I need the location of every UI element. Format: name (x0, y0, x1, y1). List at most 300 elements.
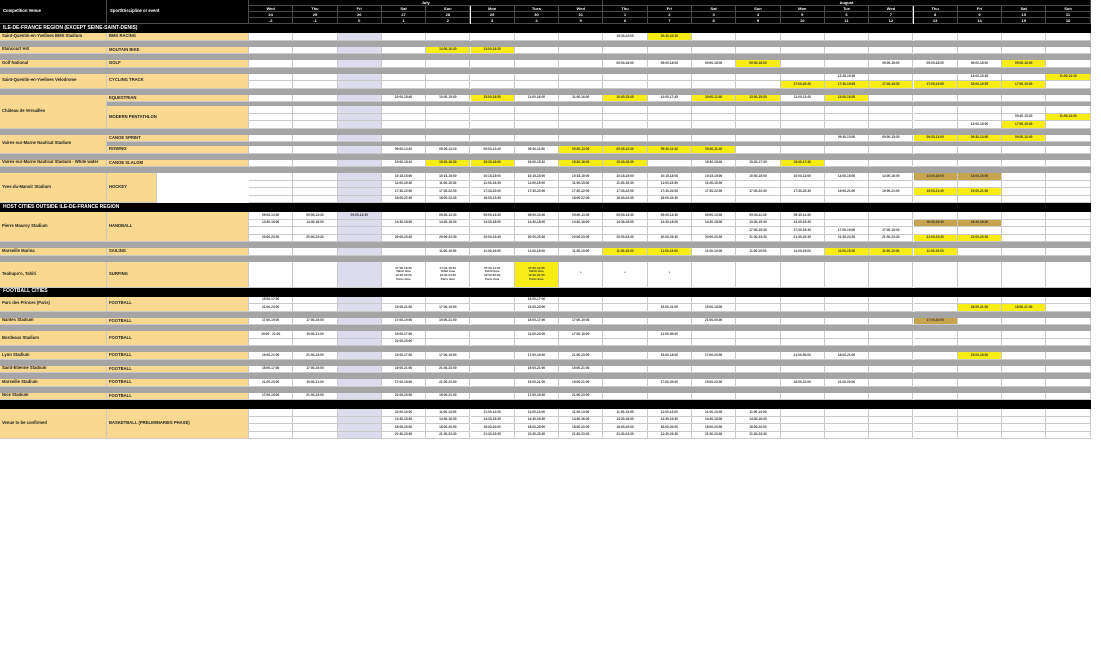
session-cell: 21:30-23:30 (603, 432, 647, 440)
session-cell (293, 196, 337, 204)
session-cell (559, 297, 603, 305)
session-cell (825, 409, 869, 417)
day-count: 11 (825, 18, 869, 24)
session-cell (559, 114, 603, 122)
session-cell: 09:00-13:30 (603, 212, 647, 220)
session-cell (338, 47, 382, 55)
session-cell (293, 74, 337, 82)
session-cell: 19:00-21:30 (914, 188, 958, 196)
session-cell (781, 146, 825, 154)
sport-label: CYCLING TRACK (107, 74, 249, 89)
session-cell: 10:00-15:00 (736, 173, 780, 181)
session-cell (603, 135, 647, 143)
session-cell (382, 33, 426, 41)
session-cell (958, 432, 1002, 440)
session-cell (958, 47, 1002, 55)
session-cell (825, 297, 869, 305)
session-cell (338, 81, 382, 89)
session-cell (781, 417, 825, 425)
session-cell (338, 331, 382, 339)
session-cell (1046, 188, 1090, 196)
session-cell (471, 339, 515, 347)
session-cell (648, 121, 692, 129)
session-cell: 21:00-23:00 (249, 304, 293, 312)
session-cell (382, 227, 426, 235)
session-cell (958, 114, 1002, 122)
session-cell (293, 146, 337, 154)
day-count: 1 (382, 18, 426, 24)
session-cell (249, 248, 293, 256)
session-cell: 14:30-16:30 (515, 417, 559, 425)
session-cell: 15:00-16:50 (471, 95, 515, 103)
day-name: Thu (914, 6, 958, 12)
session-cell: 18:00-20:00 (471, 424, 515, 432)
session-cell: 15:30-18:00 (559, 160, 603, 168)
session-cell (559, 339, 603, 347)
session-cell (825, 262, 869, 288)
session-cell: 14:30-16:30 (648, 417, 692, 425)
session-cell: 15:30-18:30 (426, 160, 470, 168)
venue-name: Marseille Stadium (0, 379, 107, 387)
session-cell: 09:00-18:00 (869, 60, 913, 68)
session-cell (869, 297, 913, 305)
session-cell (293, 432, 337, 440)
session-cell: 09:30-15:00 (825, 135, 869, 143)
session-cell: 07:00-16:20 Tahiti time 19:00-04:20 Paris time (382, 262, 426, 288)
session-cell: 19:00-21:00 (426, 393, 470, 401)
day-count: 8 (692, 18, 736, 24)
session-cell: 13:30-15:30 (736, 220, 780, 228)
session-cell: 17:00-20:00 (648, 379, 692, 387)
session-cell: 14:00-16:30 (825, 95, 869, 103)
session-cell (825, 160, 869, 168)
session-cell (1046, 106, 1090, 114)
session-cell: 17:30-22:00 (559, 188, 603, 196)
section-header: HOST CITIES OUTSIDE ILE-DE-FRANCE REGION (0, 203, 1091, 212)
session-cell: 19:00-21:00 (515, 366, 559, 374)
session-cell (736, 114, 780, 122)
session-cell (426, 33, 470, 41)
session-cell: 09:30-12:40 (603, 146, 647, 154)
session-cell (426, 227, 470, 235)
day-count: 9 (736, 18, 780, 24)
session-cell (382, 74, 426, 82)
session-cell: 20:00-23:30 (293, 235, 337, 243)
session-cell (736, 379, 780, 387)
session-cell (736, 47, 780, 55)
venue-name: Saint-Quentin-en-Yvelines BMX Stadium (0, 33, 107, 41)
session-cell: 17:00-19:00 (515, 352, 559, 360)
session-cell (426, 121, 470, 129)
session-cell (914, 379, 958, 387)
session-cell: 11:00-19:00 (914, 248, 958, 256)
day-name: Wed (869, 6, 913, 12)
session-cell (1046, 135, 1090, 143)
session-cell (471, 135, 515, 143)
session-cell (692, 262, 736, 288)
session-cell: 09:00-13:30 (249, 212, 293, 220)
session-cell (603, 304, 647, 312)
session-cell (736, 366, 780, 374)
session-cell (515, 135, 559, 143)
session-cell: 21:30-23:30 (471, 432, 515, 440)
session-cell (1002, 432, 1046, 440)
session-cell (426, 339, 470, 347)
session-cell (648, 393, 692, 401)
session-cell: 18:00-20:00 (648, 424, 692, 432)
day-count: 12 (869, 18, 913, 24)
day-name: Sat (1002, 6, 1046, 12)
section-header (0, 400, 1091, 409)
session-cell: 09:00-13:30 (559, 212, 603, 220)
session-cell (293, 304, 337, 312)
session-cell: 14:30-18:00 (515, 220, 559, 228)
session-cell (781, 262, 825, 288)
session-cell: 21:00-23:00 (559, 352, 603, 360)
session-cell: 10:15-15:00 (603, 173, 647, 181)
session-cell: 09:00-18:00 (648, 60, 692, 68)
session-cell: 09:00-13:10 (426, 146, 470, 154)
session-cell: 15:00-17:00 (515, 318, 559, 326)
session-cell (736, 297, 780, 305)
day-name: Thu (603, 6, 647, 12)
venue-name: Teahupo'o, Tahiti (0, 262, 107, 288)
session-cell: 11:00-13:00 (648, 409, 692, 417)
session-cell (736, 393, 780, 401)
session-cell (559, 227, 603, 235)
session-cell: 07:00-16:40 Tahiti time 19:00-04:40 Paris time (426, 262, 470, 288)
session-cell (869, 409, 913, 417)
session-cell: 10:00-13:00 (781, 173, 825, 181)
session-cell (1046, 424, 1090, 432)
session-cell (338, 304, 382, 312)
session-cell (515, 196, 559, 204)
session-cell (1002, 188, 1046, 196)
sport-label: BASKETBALL (PRELIMINARIES PHASE) (107, 409, 249, 439)
session-cell (338, 95, 382, 103)
session-cell (914, 262, 958, 288)
session-cell (603, 331, 647, 339)
session-cell: 21:30-23:30 (382, 432, 426, 440)
day-date: 3 (692, 12, 736, 18)
session-cell: 15:00-15:10 (382, 160, 426, 168)
session-cell (338, 74, 382, 82)
session-cell (736, 339, 780, 347)
session-cell: 19:00-21:00 (559, 379, 603, 387)
venue-name: Vaires-sur-Marne Nautical Stadium (0, 135, 107, 154)
session-cell: 17:30-22:00 (648, 188, 692, 196)
session-cell (1002, 227, 1046, 235)
session-cell: 15:30-17:30 (781, 160, 825, 168)
session-cell (559, 304, 603, 312)
session-cell (825, 339, 869, 347)
session-cell (781, 106, 825, 114)
session-cell: 09:00-13:30 (293, 212, 337, 220)
session-cell (825, 318, 869, 326)
session-cell (338, 409, 382, 417)
session-cell: 20:00-23:30 (249, 235, 293, 243)
session-cell (515, 47, 559, 55)
session-cell (914, 297, 958, 305)
session-cell (338, 235, 382, 243)
session-cell (648, 106, 692, 114)
session-cell: 17:30-22:30 (781, 188, 825, 196)
session-cell (825, 393, 869, 401)
session-cell: 12:45-15:20 (825, 74, 869, 82)
sport-label: SAILING (107, 248, 249, 256)
session-cell (1002, 47, 1046, 55)
session-cell (603, 114, 647, 122)
venue-name: Lyon Stadium (0, 352, 107, 360)
session-cell: 15:00-18:00 (958, 352, 1002, 360)
day-date: 9 (958, 12, 1002, 18)
session-cell: 11:00-13:00 (559, 409, 603, 417)
session-cell (382, 60, 426, 68)
session-cell (1002, 379, 1046, 387)
session-cell: 09:00-13:30 (515, 212, 559, 220)
session-cell: 11:00-19:00 (603, 248, 647, 256)
session-cell: 17:30-22:00 (471, 188, 515, 196)
session-cell (338, 114, 382, 122)
session-cell: 17:00-19:00 (559, 331, 603, 339)
session-cell (958, 339, 1002, 347)
session-cell: 21:00-00:00 (781, 352, 825, 360)
session-cell: 21:00-23:00 (515, 331, 559, 339)
session-cell (338, 297, 382, 305)
session-cell: 21:00-23:00 (293, 352, 337, 360)
session-cell: 07:00-10:35 Tahiti time 19:00-22:35 Paris time (515, 262, 559, 288)
sport-label: GOLF (107, 60, 249, 68)
day-date: 29 (471, 12, 515, 18)
session-cell: 15:30-17:30 (736, 160, 780, 168)
session-cell (1046, 181, 1090, 189)
day-count: 7 (648, 18, 692, 24)
session-cell (603, 339, 647, 347)
session-cell (382, 135, 426, 143)
session-cell (338, 220, 382, 228)
session-cell: 11:00-16:00 (559, 95, 603, 103)
session-cell (249, 160, 293, 168)
session-cell (471, 121, 515, 129)
session-cell (648, 366, 692, 374)
session-cell (1002, 248, 1046, 256)
session-cell: 11:00-15:00 (515, 181, 559, 189)
session-cell (338, 135, 382, 143)
session-cell: 15:00-17:00 (515, 297, 559, 305)
session-cell: 19:00-21:00 (869, 188, 913, 196)
session-cell (648, 227, 692, 235)
day-name: Fri (648, 6, 692, 12)
session-cell (914, 393, 958, 401)
session-cell (648, 74, 692, 82)
session-cell (648, 47, 692, 55)
sport-label: FOOTBALL (107, 366, 249, 374)
session-cell (692, 81, 736, 89)
session-cell: 19:00-21:00 (648, 304, 692, 312)
session-cell (515, 74, 559, 82)
session-cell: 18:00-20:00 (736, 424, 780, 432)
session-cell (1046, 409, 1090, 417)
session-cell (958, 366, 1002, 374)
session-cell (869, 196, 913, 204)
session-cell (382, 114, 426, 122)
sport-label: FOOTBALL (107, 393, 249, 401)
day-date: 8 (914, 12, 958, 18)
sport-label: FOOTBALL (107, 331, 249, 346)
session-cell: 17:30-22:00 (382, 188, 426, 196)
session-cell: 11:00-19:00 (559, 248, 603, 256)
session-cell (958, 331, 1002, 339)
session-cell (736, 331, 780, 339)
day-date: 24 (249, 12, 293, 18)
session-cell: 17:00-20:00 (692, 352, 736, 360)
session-cell: 17:00-19:00 (382, 379, 426, 387)
session-cell (1002, 409, 1046, 417)
venue-name: Elancourt Hill (0, 47, 107, 55)
day-name: Mon (781, 6, 825, 12)
session-cell (825, 146, 869, 154)
venue-name: Saint-Etienne Stadium (0, 366, 107, 374)
session-cell (1046, 60, 1090, 68)
session-cell: 14:30-18:00 (426, 220, 470, 228)
session-cell (781, 114, 825, 122)
session-cell (692, 297, 736, 305)
session-cell: 11:00-13:45 (781, 95, 825, 103)
session-cell (559, 81, 603, 89)
session-cell (869, 181, 913, 189)
session-cell (781, 366, 825, 374)
session-cell (1046, 227, 1090, 235)
session-cell (1002, 33, 1046, 41)
session-cell: 18:00-20:00 (382, 424, 426, 432)
venue-name: Golf National (0, 60, 107, 68)
session-cell: 19:30-22:00 (603, 33, 647, 41)
session-cell: 21:00-23:00 (515, 304, 559, 312)
session-cell (914, 160, 958, 168)
day-name: Sat (382, 6, 426, 12)
day-name: Fri (958, 6, 1002, 12)
session-cell: 17:00-19:00 (249, 318, 293, 326)
section-header: ILE-DE-FRANCE REGION (EXCEPT SEINE-SAINT-DENIS) (0, 24, 1091, 33)
session-cell (293, 262, 337, 288)
day-name: Sun (736, 6, 780, 12)
session-cell (781, 47, 825, 55)
session-cell: 17:30-22:00 (426, 188, 470, 196)
session-cell (958, 95, 1002, 103)
session-cell: 14:30-18:00 (471, 220, 515, 228)
session-cell: 14:30-16:30 (603, 417, 647, 425)
session-cell: 15:00-17:00 (382, 331, 426, 339)
session-cell: 09:30-11:30 (781, 212, 825, 220)
session-cell: 09:30-13:00 (914, 135, 958, 143)
session-cell: 14:00-16:00 (914, 173, 958, 181)
session-cell: 09:30-13:00 (958, 135, 1002, 143)
session-cell: 09:30-11:40 (692, 146, 736, 154)
session-cell: 19:00-21:00 (293, 379, 337, 387)
session-cell (869, 331, 913, 339)
session-cell (249, 424, 293, 432)
day-name: Fri (338, 6, 382, 12)
day-count: 2 (426, 18, 470, 24)
session-cell (293, 81, 337, 89)
sport-label: FOOTBALL (107, 352, 249, 360)
session-cell (471, 304, 515, 312)
session-cell: 11:00-15:30 (426, 181, 470, 189)
session-cell (869, 379, 913, 387)
session-cell (825, 366, 869, 374)
session-cell (914, 181, 958, 189)
session-cell (869, 74, 913, 82)
session-cell: 14:30-16:30 (426, 417, 470, 425)
session-cell (471, 74, 515, 82)
session-cell (1046, 235, 1090, 243)
session-cell (249, 47, 293, 55)
session-cell (338, 366, 382, 374)
session-cell (338, 196, 382, 204)
session-cell: 14:30-16:30 (736, 417, 780, 425)
session-cell: 14:30-18:00 (648, 220, 692, 228)
session-cell (869, 339, 913, 347)
session-cell (1002, 106, 1046, 114)
session-cell: 09:00-13:30 (648, 212, 692, 220)
session-cell (958, 424, 1002, 432)
session-cell (338, 146, 382, 154)
session-cell (382, 121, 426, 129)
session-cell: 10:15-15:00 (515, 173, 559, 181)
day-name: Tue (825, 6, 869, 12)
session-cell (293, 95, 337, 103)
session-cell: 09:00-18:00 (736, 60, 780, 68)
venue-name: Château de Versailles (0, 95, 107, 129)
session-cell (559, 33, 603, 41)
session-cell (471, 33, 515, 41)
session-cell (648, 339, 692, 347)
session-cell (603, 47, 647, 55)
session-cell: 21:00-23:30 (914, 235, 958, 243)
session-cell (914, 146, 958, 154)
session-cell (249, 227, 293, 235)
session-cell: 21:00-23:00 (293, 393, 337, 401)
venue-name: Saint-Quentin-en-Yvelines Velodrome (0, 74, 107, 89)
day-count: 13 (914, 18, 958, 24)
session-cell (914, 304, 958, 312)
session-cell (426, 331, 470, 339)
session-cell: 09:00-18:00 (958, 60, 1002, 68)
session-cell (781, 297, 825, 305)
venue-name: Nice Stadium (0, 393, 107, 401)
session-cell (471, 366, 515, 374)
session-cell: 21:30-23:30 (426, 432, 470, 440)
session-cell (382, 81, 426, 89)
session-cell: 17:00-19:00 (249, 393, 293, 401)
session-cell (1046, 304, 1090, 312)
session-cell: 18:00-20:00 (559, 424, 603, 432)
session-cell (1046, 432, 1090, 440)
session-cell (293, 188, 337, 196)
session-cell (471, 379, 515, 387)
session-cell (958, 160, 1002, 168)
session-cell: 17:30-22:30 (736, 188, 780, 196)
session-cell (293, 106, 337, 114)
session-cell (736, 262, 780, 288)
sport-label: CANOE SLALOM (107, 160, 249, 168)
session-cell: 14:00-15:45 (958, 74, 1002, 82)
session-cell (958, 417, 1002, 425)
session-cell (559, 47, 603, 55)
session-cell (958, 146, 1002, 154)
session-cell (648, 160, 692, 168)
session-cell: 15:00-21:00 (559, 366, 603, 374)
